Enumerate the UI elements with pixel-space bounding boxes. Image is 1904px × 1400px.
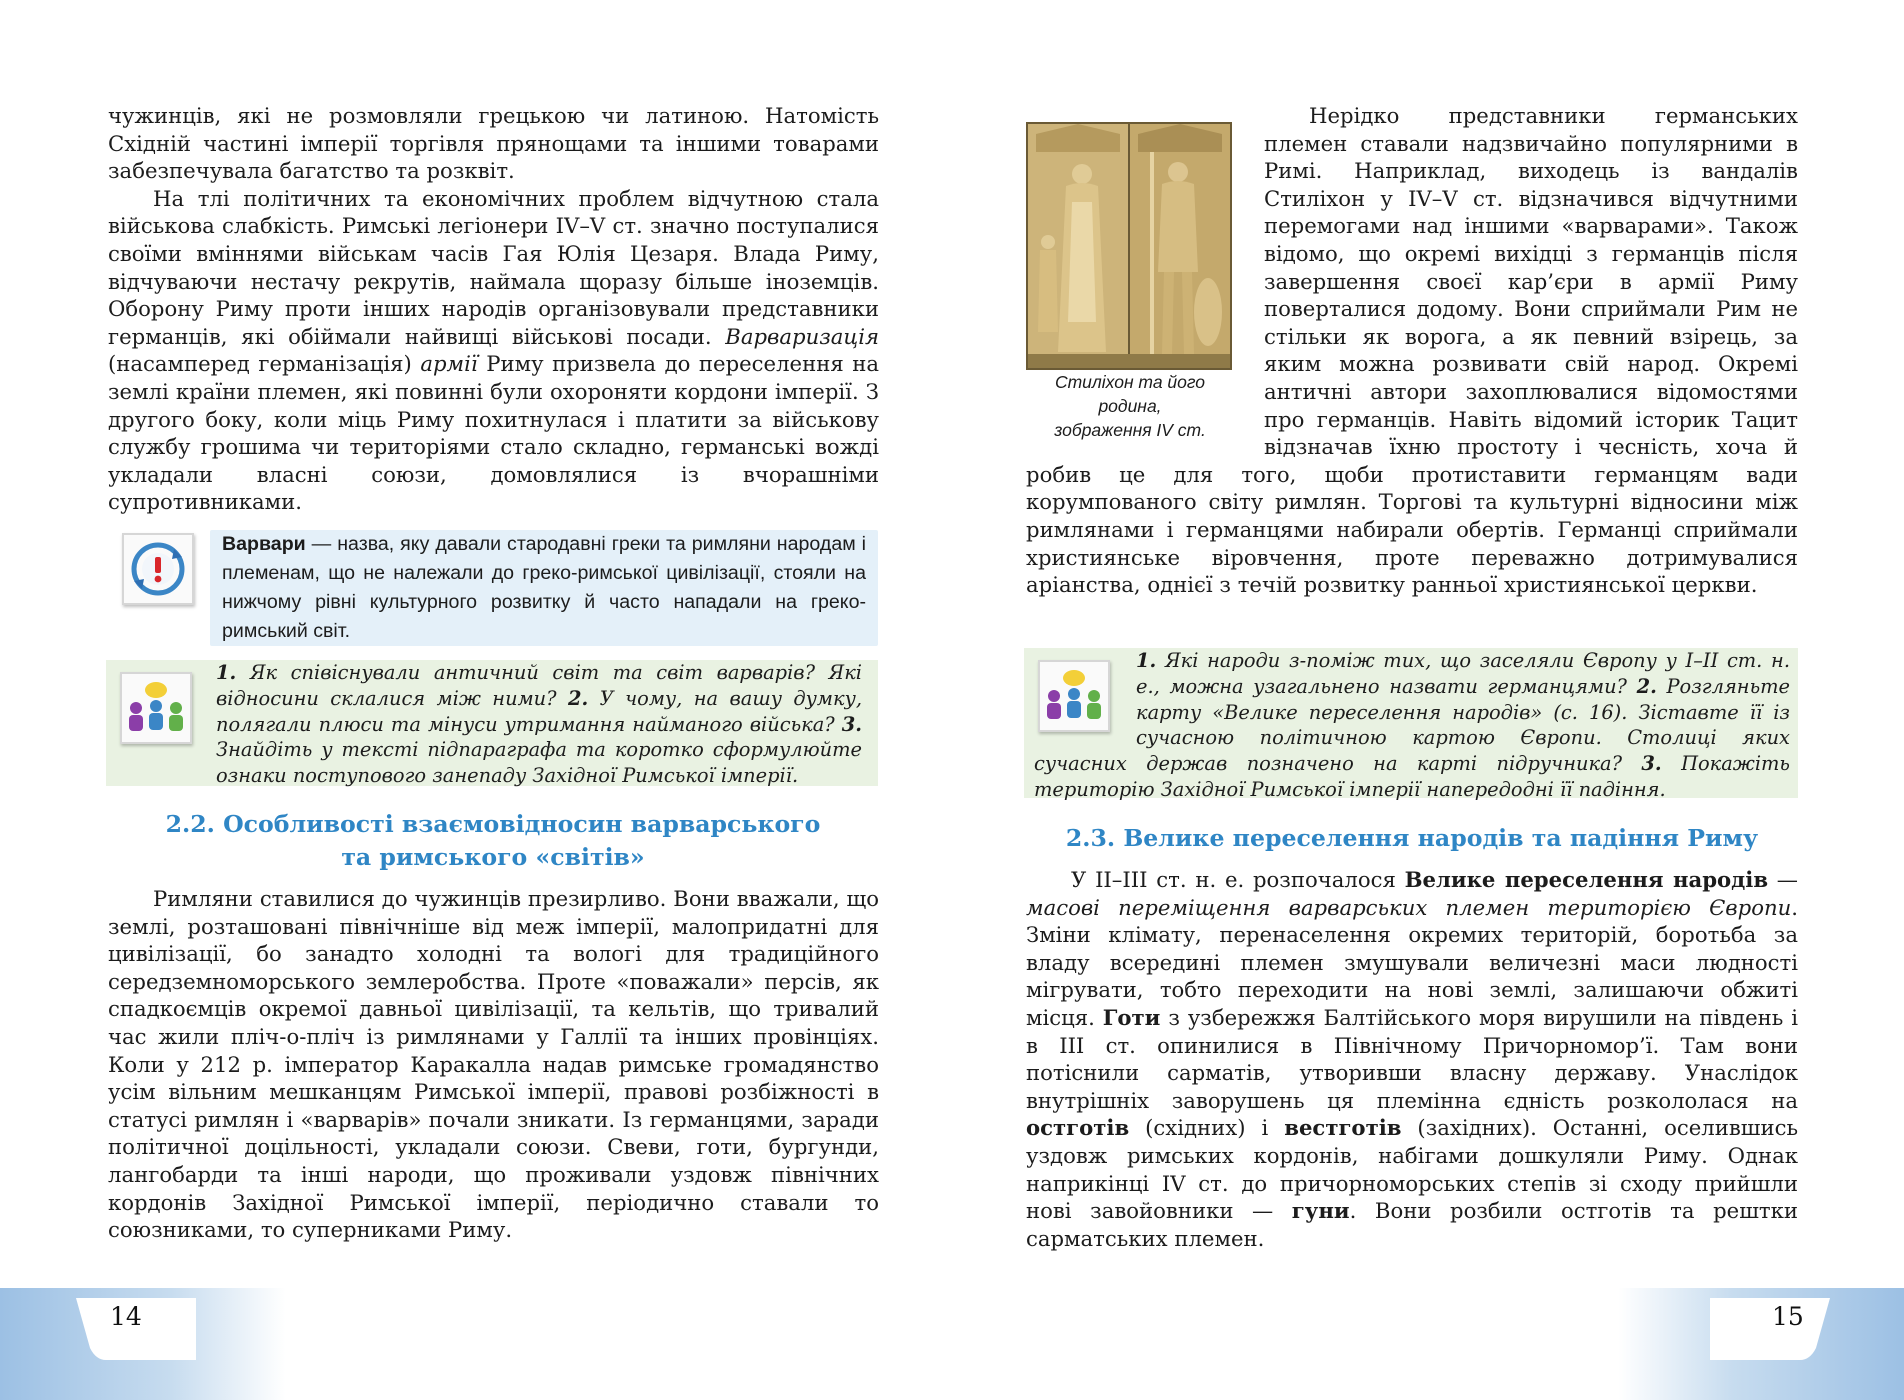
page-number-right: 15 — [1772, 1302, 1804, 1331]
germans-paragraph: Нерідко представники германських племен ставали надзвичайно популярними в Римі. Наприклад, виходець із вандалів Стиліхон у IV–V ст. відзначився відчутними перемогами над іншими «варварами». Також відомо, що окремі вихідці з германців після завершення своєї кар’єри в армії Риму поверталися додому. Вони сприймали Рим не стільки як ворога, а як певний взірець, за яким можна розвивати свій народ. Окремі античні автори захоплювалися відомостями про германців. Навіть відомий історик Тацит відзначав їхню простоту і чесність, хоча й робив це для того, щоби протиставити германцям вади корумпованого світу римлян. Торгові та культурні відносини між римлянами і германцями набирали обертів. Германці сприймали християнське віровчення, проте переважно дотримувалися аріанства, однієї з течій розвитку ранньої християнської церкви. — [1026, 103, 1798, 598]
image-caption: Стиліхон та його родина, зображення IV ст. — [1054, 372, 1206, 440]
left-text-top — [108, 102, 879, 516]
right-text-bottom — [1026, 866, 1798, 1252]
questions-text: 1. Як співіснували античний світ та світ варварів? Які відносини склалися між ними? 2. У чому, на вашу думку, полягали плюси та мінуси утримання найманого війська? 3. Знайдіть у тексті підпараграфа та коротко сформулюйте ознаки поступового занепаду Західної Римської імперії. — [216, 661, 862, 788]
questions-text-right: 1. Які народи з-поміж тих, що заселяли Європу у I–II ст. н. е., можна узагальнено назвати германцями? 2. Розгляньте карту «Велике переселення народів» (с. 16). Зіставте її із сучасною політичною картою Європи. Столиці яких сучасних держав позначено на карті підручника? 3. Покажіть територію Західної Римської імперії напередодні її падіння. — [1034, 649, 1790, 801]
exclamation-cycle-icon — [122, 533, 194, 605]
section-heading-2-2: 2.2. Особливості взаємовідносин варварського та римського «світів» — [165, 810, 821, 871]
definition-box — [210, 530, 878, 646]
military-paragraph: На тлі політичних та економічних проблем відчутною стала військова слабкість. Римські легіонери IV–V ст. значно поступалися своїми вміннями військам часів Гая Юлія Цезаря. Влада Риму, відчуваючи нестачу рекрутів, наймала щоразу більше іноземців. Оборону Риму проти інших народів організовували представники германців, які обіймали найвищі військові посади. Варваризація (насамперед германізація) армії Риму призвела до переселення на землі країни племен, які повинні були охороняти кордони імперії. З другого боку, коли міць Риму похитнулася і платити за військову службу грошима чи територіями стало складно, германські вожді укладали власні союзи, домовлялися із вчорашніми супротивниками. — [108, 185, 879, 515]
questions-box — [106, 660, 878, 786]
questions-box-right — [1024, 648, 1798, 801]
left-text-bottom — [108, 885, 879, 1244]
section-2-2-paragraph: Римляни ставилися до чужинців презирливо. Вони вважали, що землі, розташовані північніше від меж імперії, малопридатні для цивілізації, бо занадто холодні та вологі для традиційного середземноморського землеробства. Проте «поважали» персів, як спадкоємців окремої давньої цивілізації, та кельтів, що тривалий час жили пліч-о-пліч із римлянами у Галлії та інших провінціях. Коли у 212 р. імператор Каракалла надав римське громадянство усім вільним мешканцям Римської імперії, правові розбіжності в статусі римлян і «варварів» почали зникати. Із германцями, заради політичної доцільності, укладали союзи. Свеви, готи, бургунди, лангобарди та інші народи, що проживали уздовж північних кордонів Західної Римської імперії, періодично ставали то союзниками, то суперниками Риму. — [108, 886, 879, 1243]
discussion-group-icon — [120, 672, 192, 744]
right-text-top — [1026, 102, 1798, 599]
definition-text: Варвари — назва, яку давали стародавні греки та римляни народам і племенам, що не належали до греко-римської цивілізації, стояли на нижчому рівні культурного розвитку й часто нападали на греко-римський світ. — [222, 533, 866, 642]
migration-paragraph: У II–III ст. н. е. розпочалося Велике переселення народів — масові переміщення варварських племен територією Європи. Зміни клімату, перенаселення окремих територій, боротьба за владу всередині племен змушували величезні маси людності мігрувати, тобто переходити на нові землі, залишаючи обжиті місця. Готи з узбережжя Балтійського моря вирушили на південь і в III ст. опинилися в Північному Причорномор’ї. Там вони потіснили сарматів, утворивши власну державу. Унаслідок внутрішніх заворушень ця племінна єдність розкололася на остготів (східних) і вестготів (західних). Останні, оселившись уздовж римських кордонів, набігами дошкуляли Риму. Однак наприкінці IV ст. до причорноморських степів зі сходу прийшли нові завойовники — гуни. Вони розбили остготів та рештки сарматських племен. — [1026, 867, 1799, 1251]
intro-paragraph: чужинців, які не розмовляли грецькою чи латиною. Натомість Східній частині імперії торгівля прянощами та іншими товарами забезпечувала багатство та розквіт. — [108, 103, 879, 184]
right-page — [952, 0, 1904, 1400]
right-page-number-tab — [1710, 1298, 1830, 1360]
page-number-left: 14 — [110, 1302, 142, 1331]
section-heading-2-3: 2.3. Велике переселення народів та падіння Риму — [1065, 824, 1759, 852]
